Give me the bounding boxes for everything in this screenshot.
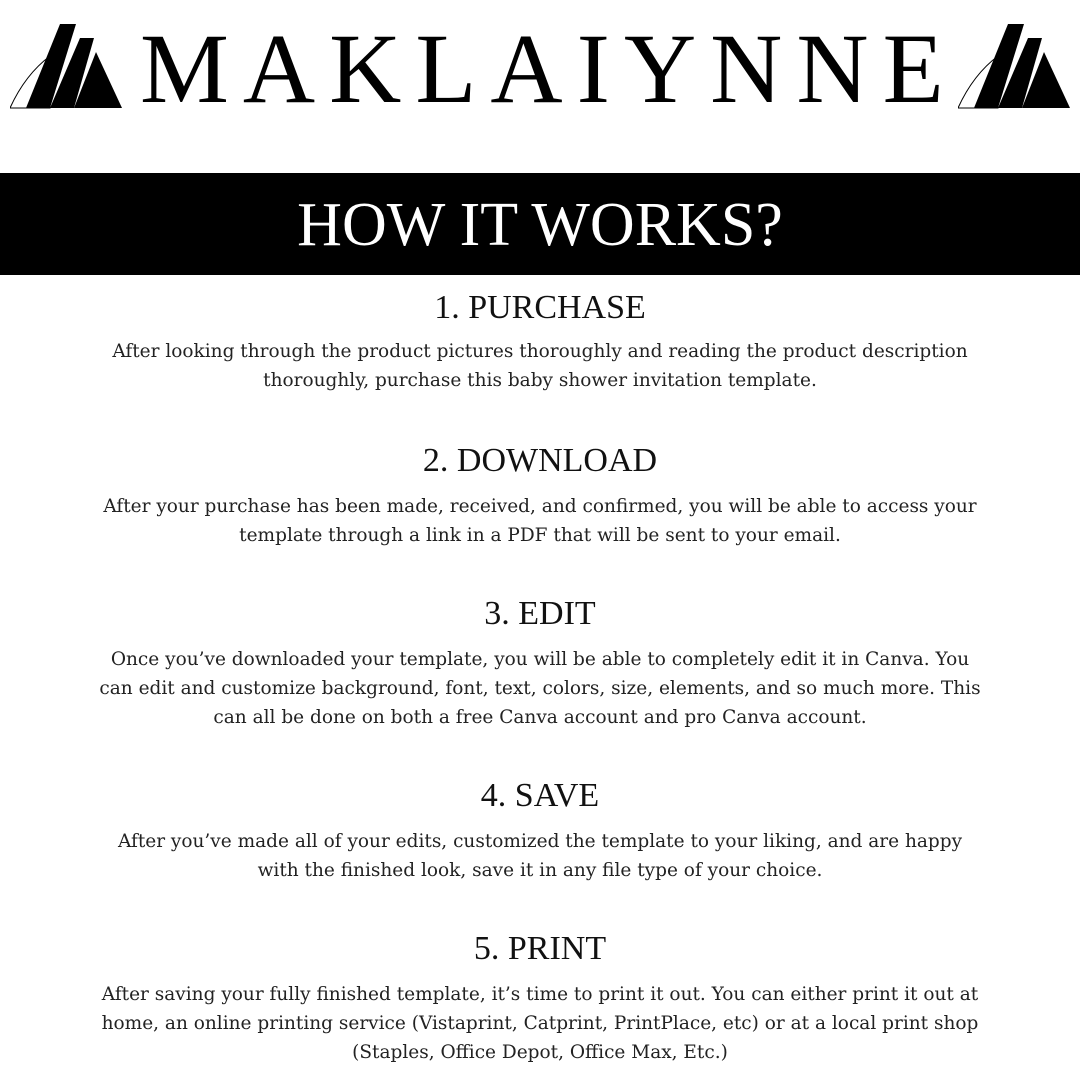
step-title: 5. PRINT xyxy=(473,930,607,967)
step-description-line: Once you’ve downloaded your template, you will be able to completely edit it in Canva. You xyxy=(110,649,970,670)
step-description-line: with the finished look, save it in any file type of your choice. xyxy=(257,860,823,881)
step-description-line: home, an online printing service (Vistaprint, Catprint, PrintPlace, etc) or at a local print shop xyxy=(101,1013,979,1034)
title-banner xyxy=(0,173,1080,275)
step-description xyxy=(80,980,1000,1067)
m-logo-icon xyxy=(10,22,122,110)
step-download xyxy=(80,441,1000,550)
step-title: 2. DOWNLOAD xyxy=(422,442,658,479)
step-description xyxy=(80,645,1000,732)
step-title: 1. PURCHASE xyxy=(434,289,646,326)
step-description xyxy=(80,492,1000,550)
step-description-line: After looking through the product pictures thoroughly and reading the product description xyxy=(112,341,968,362)
step-save xyxy=(80,776,1000,885)
step-title: 4. SAVE xyxy=(480,777,600,814)
step-description-line: can all be done on both a free Canva account and pro Canva account. xyxy=(213,707,867,728)
step-description-line: After your purchase has been made, received, and confirmed, you will be able to access your xyxy=(103,496,977,517)
step-description-line: After saving your fully finished template, it’s time to print it out. You can either print it out at xyxy=(101,984,979,1005)
step-purchase xyxy=(80,288,1000,395)
m-logo-icon xyxy=(958,22,1070,110)
step-description xyxy=(80,337,1000,395)
step-description-line: template through a link in a PDF that will be sent to your email. xyxy=(239,525,841,546)
step-description-line: After you’ve made all of your edits, customized the template to your liking, and are happy xyxy=(117,831,963,852)
step-description-line: (Staples, Office Depot, Office Max, Etc.) xyxy=(352,1042,728,1063)
brand-header xyxy=(0,0,1080,150)
step-title: 3. EDIT xyxy=(484,595,596,632)
page-title: HOW IT WORKS? xyxy=(297,191,783,259)
step-description-line: can edit and customize background, font, text, colors, size, elements, and so much more. This xyxy=(99,678,981,699)
step-description xyxy=(80,827,1000,885)
step-description-line: thoroughly, purchase this baby shower invitation template. xyxy=(263,370,817,391)
step-edit xyxy=(80,594,1000,732)
brand-name: MAKLAIYNNE xyxy=(140,13,958,124)
step-print xyxy=(80,929,1000,1067)
